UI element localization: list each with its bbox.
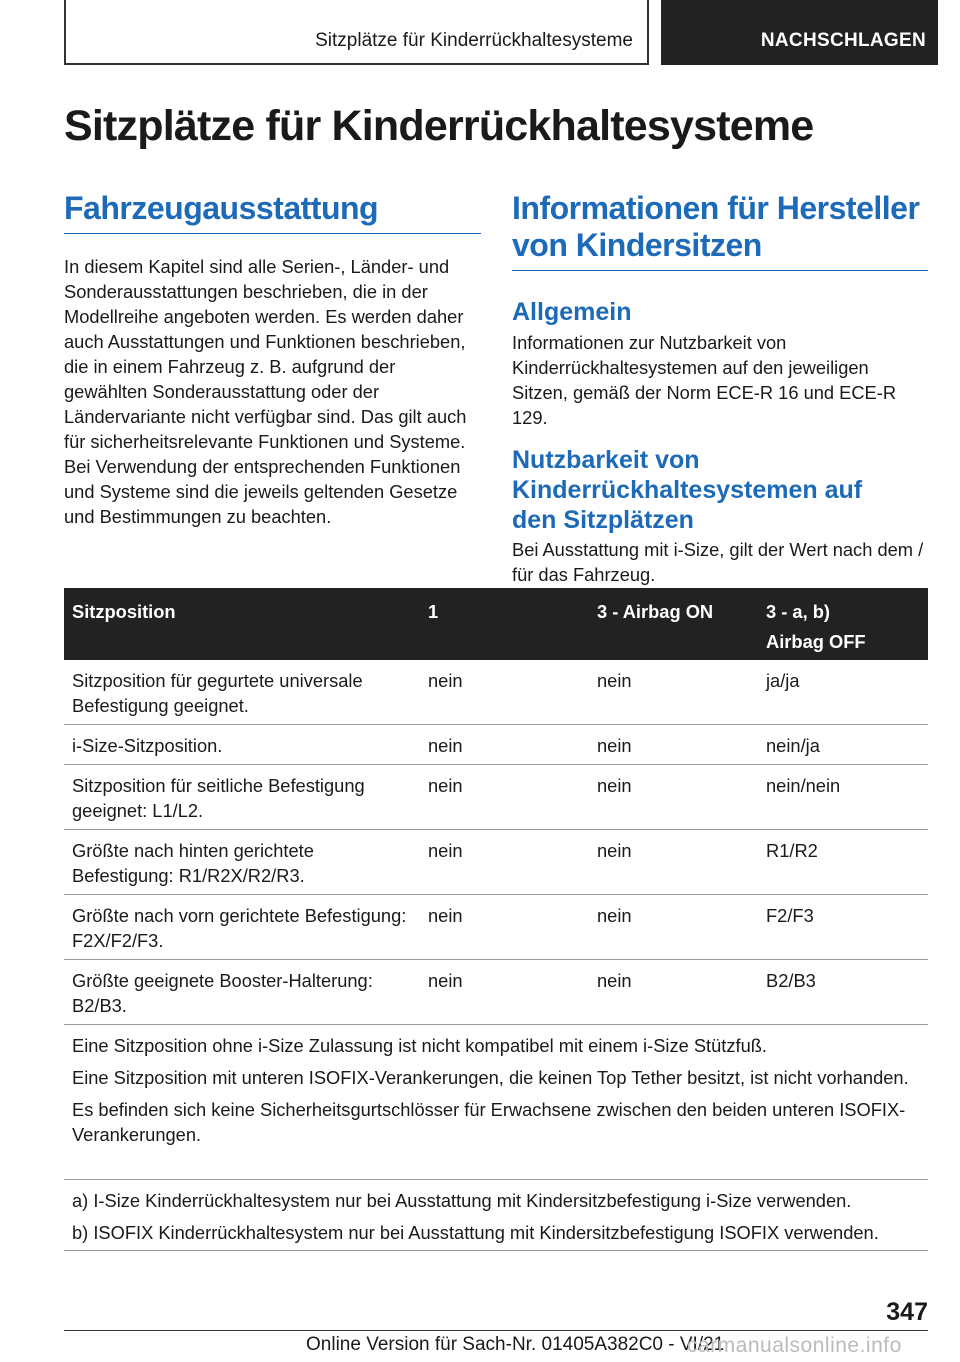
table-row: [64, 830, 928, 895]
table-cell: nein: [597, 840, 632, 861]
table-cell: i-Size-Sitzposition.: [72, 735, 223, 756]
header-cell-line: 3 - a, b): [766, 601, 830, 622]
seat-position-table: [64, 588, 928, 1251]
table-cell: R1/R2: [766, 840, 818, 861]
header-cell: Sitzposition: [72, 601, 176, 622]
subheading-nutzbarkeit-line2: Kinderrückhaltesystemen auf: [512, 476, 863, 504]
table-row: [64, 960, 928, 1025]
right-column: [512, 190, 928, 587]
table-cell: nein: [597, 735, 632, 756]
heading-informationen-line2: von Kindersitzen: [512, 227, 762, 263]
table-row: [64, 895, 928, 960]
footer-online-version: Online Version für Sach-Nr. 01405A382C0 - VI/21: [306, 1334, 725, 1355]
header-cell: [758, 588, 928, 660]
table-cell: B2/B3: [766, 970, 816, 991]
table-cell: nein: [597, 775, 632, 796]
watermark: carmanualsonline.info: [687, 1334, 902, 1357]
table-cell: Größte nach vorn gerichtete Befestigung: F2X/F2/F3.: [72, 905, 407, 951]
page-number: 347: [886, 1298, 928, 1326]
header-chapter-tab: [661, 0, 938, 65]
heading-informationen: [512, 190, 928, 271]
table-cell: nein: [428, 905, 463, 926]
table-row: [64, 765, 928, 830]
table-cell: nein: [597, 970, 632, 991]
table-cell: Sitzposition für seitliche Befestigung geeignet: L1/L2.: [72, 775, 365, 821]
table-footnote: a) I-Size Kinderrückhaltesystem nur bei Ausstattung mit Kindersitzbefestigung i-Size verwenden.: [72, 1190, 852, 1211]
subheading-nutzbarkeit-line1: Nutzbarkeit von: [512, 446, 700, 474]
left-column: [64, 190, 481, 529]
table-footnotes: [64, 1180, 928, 1251]
subheading-nutzbarkeit: [512, 445, 928, 535]
table-header: [64, 588, 928, 660]
table-note: Eine Sitzposition ohne i-Size Zulassung ist nicht kompatibel mit einem i-Size Stützfuß.: [72, 1035, 767, 1056]
table-note: Es befinden sich keine Sicherheitsgurtschlösser für Erwachsene zwischen den beiden unteren ISOFIX-Verankerungen.: [72, 1099, 906, 1145]
paragraph-fahrzeugausstattung: In diesem Kapitel sind alle Serien-, Länder- und Sonderausstattungen beschrieben, die in der Modellreihe angeboten werden. Es werden daher auch Ausstattungen und Funktionen beschrieben, die in einem Fahrzeug z. B. aufgrund der gewählten Sonderausstattung oder der Ländervariante nicht verfügbar sind. Das gilt auch für sicherheitsrelevante Funktionen und Systeme. Bei Verwendung der entsprechenden Funktionen und Systeme sind die jeweils geltenden Gesetze und Bestimmungen zu beachten.: [64, 256, 467, 527]
table-cell: nein: [428, 735, 463, 756]
header-cell-line: Airbag OFF: [766, 631, 866, 652]
table-cell: nein: [597, 670, 632, 691]
table-note: Eine Sitzposition mit unteren ISOFIX-Verankerungen, die keinen Top Tether besitzt, ist nicht vorhanden.: [72, 1067, 909, 1088]
table-cell: Größte nach hinten gerichtete Befestigung: R1/R2X/R2/R3.: [72, 840, 314, 886]
table-cell: nein: [428, 970, 463, 991]
table-cell: Sitzposition für gegurtete universale Befestigung geeignet.: [72, 670, 363, 716]
subheading-allgemein: Allgemein: [512, 298, 632, 326]
heading-informationen-line1: Informationen für Hersteller: [512, 190, 920, 226]
page-title: Sitzplätze für Kinderrückhaltesysteme: [64, 102, 814, 150]
table-row: [64, 725, 928, 765]
table-cell: ja/ja: [766, 670, 800, 691]
table-cell: nein: [597, 905, 632, 926]
header-section-box: [64, 0, 649, 65]
heading-fahrzeugausstattung: Fahrzeugausstattung: [64, 190, 481, 234]
table-cell: nein/ja: [766, 735, 820, 756]
footer-divider: [64, 1330, 928, 1331]
table-footnote: b) ISOFIX Kinderrückhaltesystem nur bei Ausstattung mit Kindersitzbefestigung ISOFIX verwenden.: [72, 1222, 879, 1243]
header-cell: 3 - Airbag ON: [597, 601, 714, 622]
table-cell: F2/F3: [766, 905, 814, 926]
table-cell: nein/nein: [766, 775, 841, 796]
paragraph-nutzbarkeit: Bei Ausstattung mit i-Size, gilt der Wert nach dem / für das Fahrzeug.: [512, 539, 924, 585]
paragraph-allgemein: Informationen zur Nutzbarkeit von Kinderrückhaltesystemen auf den jeweiligen Sitzen, gemäß der Norm ECE-R 16 und ECE-R 129.: [512, 332, 897, 428]
table-cell: nein: [428, 670, 463, 691]
header-section-title: Sitzplätze für Kinderrückhaltesysteme: [315, 30, 633, 51]
subheading-nutzbarkeit-line3: den Sitzplätzen: [512, 506, 694, 534]
table-cell: nein: [428, 840, 463, 861]
header-chapter-label: NACHSCHLAGEN: [760, 30, 926, 51]
header-cell: 1: [428, 601, 439, 622]
table-row: [64, 660, 928, 725]
table-notes: [64, 1025, 928, 1180]
table-cell: Größte geeignete Booster-Halterung: B2/B3.: [72, 970, 373, 1016]
table-cell: nein: [428, 775, 463, 796]
